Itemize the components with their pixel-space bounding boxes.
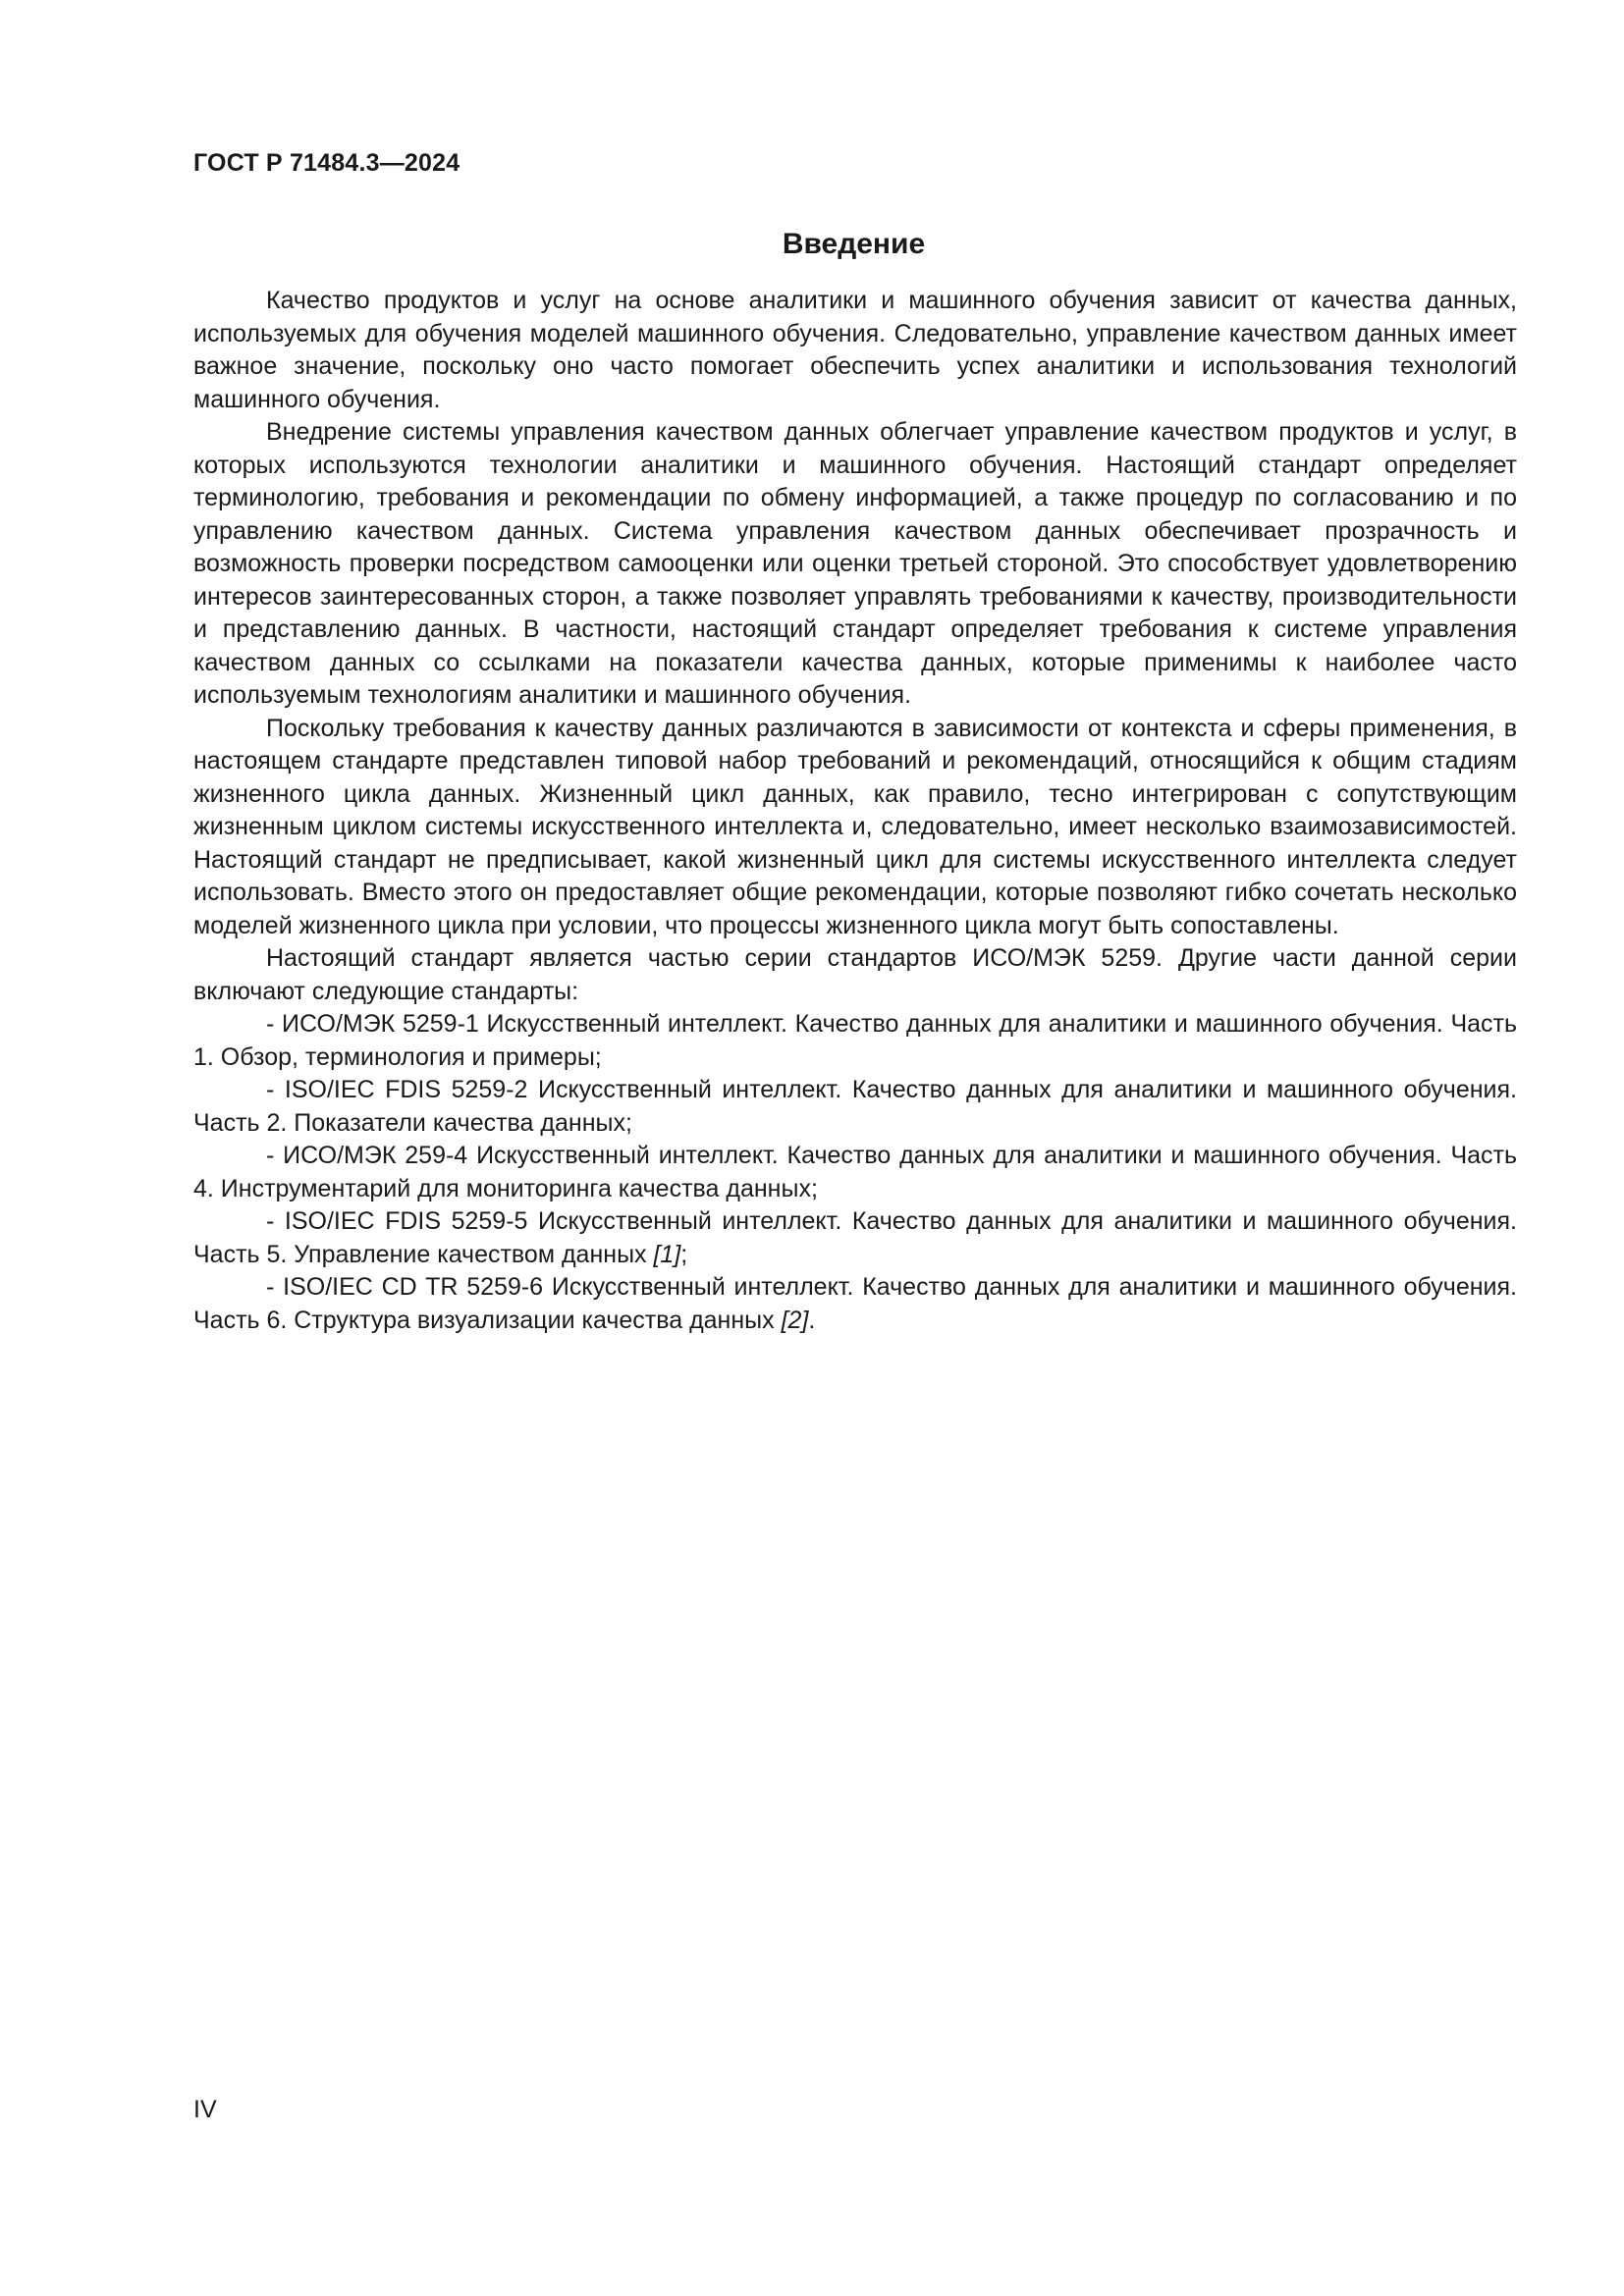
list-item [193,1074,1517,1140]
list-item-text: - ISO/IEC FDIS 5259-5 Искусственный интеллект. Качество данных для аналитики и машинного обучения. Часть 5. Управление качеством данных [193,1207,1517,1268]
list-item-text: - ИСО/МЭК 5259-1 Искусственный интеллект. Качество данных для аналитики и машинного обучения. Часть 1. Обзор, терминология и примеры; [193,1010,1517,1071]
section-title: Введение [782,228,926,260]
bibliography-reference[interactable]: [2] [781,1306,809,1334]
list-item-tail: . [808,1306,816,1334]
document-id-header: ГОСТ Р 71484.3—2024 [193,149,460,177]
paragraph: Настоящий стандарт является частью серии стандартов ИСО/МЭК 5259. Другие части данной серии включают следующие стандарты: [193,944,1517,1005]
list-item [193,1140,1517,1205]
list-item-text: - ISO/IEC FDIS 5259-2 Искусственный интеллект. Качество данных для аналитики и машинного обучения. Часть 2. Показатели качества данных; [193,1076,1517,1137]
paragraph: Внедрение системы управления качеством данных облегчает управление качеством продуктов и услуг, в которых используются технологии аналитики и машинного обучения. Настоящий стандарт определяет терминологию, требования и рекомендации по обмену информацией, а также процедур по согласованию и по управлению качеством данных. Система управления качеством данных обеспечивает прозрачность и возможность проверки посредством самооценки или оценки третьей стороной. Это способствует удовлетворению интересов заинтересованных сторон, а также позволяет управлять требованиями к качеству, производительности и представлению данных. В частности, настоящий стандарт определяет требования к системе управления качеством данных со ссылками на показатели качества данных, которые применимы к наиболее часто используемым технологиям аналитики и машинного обучения. [193,418,1517,709]
paragraph: Качество продуктов и услуг на основе аналитики и машинного обучения зависит от качества данных, используемых для обучения моделей машинного обучения. Следовательно, управление качеством данных имеет важное значение, поскольку оно часто помогает обеспечить успех аналитики и использования технологий машинного обучения. [193,287,1517,413]
page-number: IV [193,2096,217,2123]
list-item [193,1271,1517,1337]
body-text [193,285,1517,1337]
list-item [193,1008,1517,1074]
list-item [193,1205,1517,1271]
paragraph: Поскольку требования к качеству данных различаются в зависимости от контекста и сферы применения, в настоящем стандарте представлен типовой набор требований и рекомендаций, относящийся к общим стадиям жизненного цикла данных. Жизненный цикл данных, как правило, тесно интегрирован с сопутствующим жизненным циклом системы искусственного интеллекта и, следовательно, имеет несколько взаимозависимостей. Настоящий стандарт не предписывает, какой жизненный цикл для системы искусственного интеллекта следует использовать. Вместо этого он предоставляет общие рекомендации, которые позволяют гибко сочетать несколько моделей жизненного цикла при условии, что процессы жизненного цикла могут быть сопоставлены. [193,714,1517,939]
list-item-text: - ИСО/МЭК 259-4 Искусственный интеллект. Качество данных для аналитики и машинного обучения. Часть 4. Инструментарий для мониторинга качества данных; [193,1142,1517,1202]
list-item-text: - ISO/IEC CD TR 5259-6 Искусственный интеллект. Качество данных для аналитики и машинного обучения. Часть 6. Структура визуализации качества данных [193,1273,1517,1334]
bibliography-reference[interactable]: [1] [653,1240,681,1268]
list-item-tail: ; [680,1240,688,1268]
